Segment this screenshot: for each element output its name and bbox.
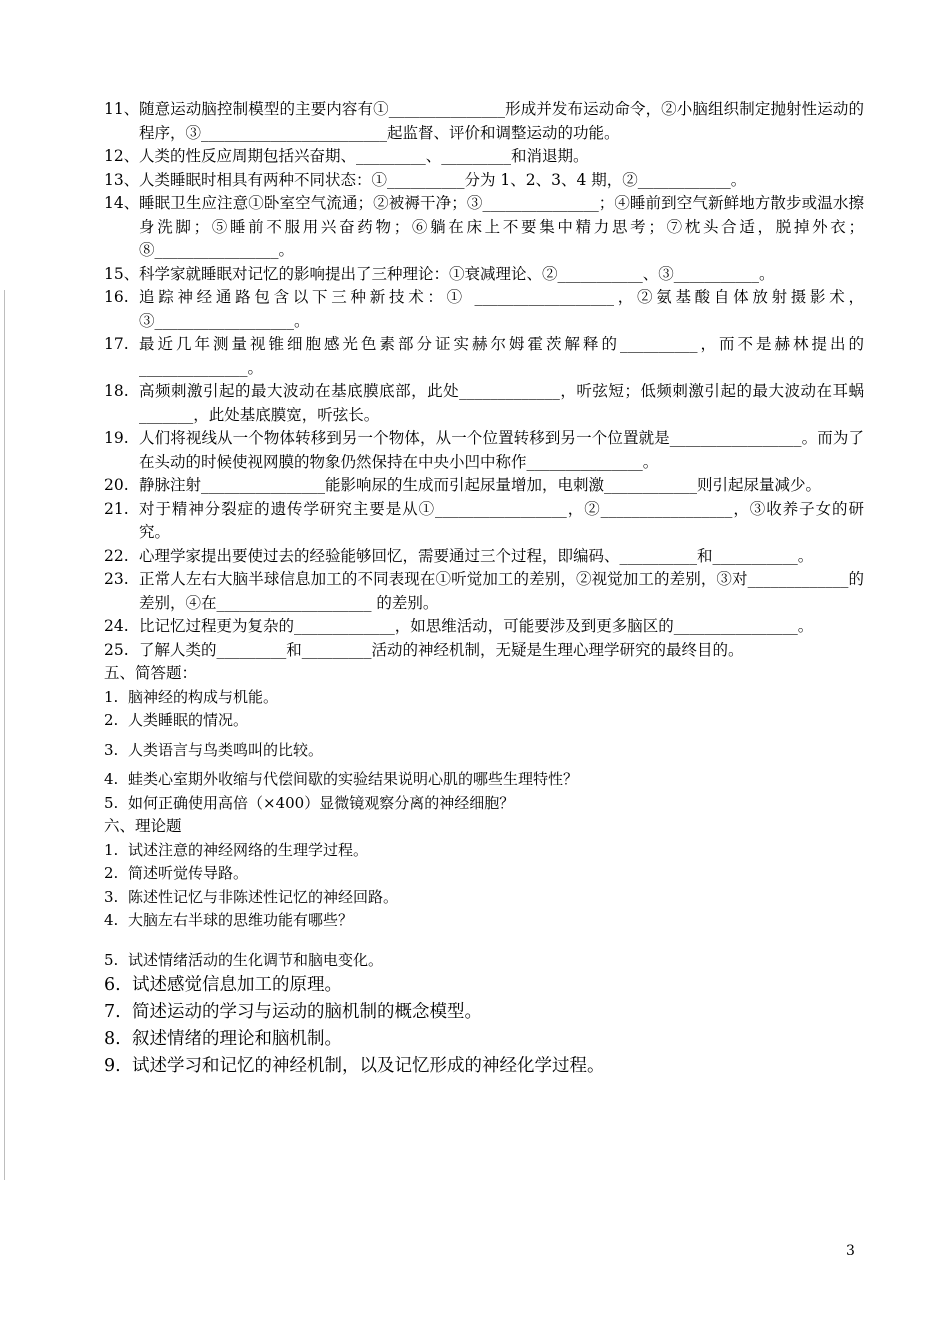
item-number: 15、 [104, 264, 140, 283]
item-text: 正常人左右大脑半球信息加工的不同表现在①听觉加工的差别，②视觉加工的差别，③对_____________的差别，④在____________________ 的差别。 [139, 570, 864, 612]
item-number: 16. [104, 288, 129, 306]
item-text: 试述学习和记忆的神经机制，以及记忆形成的神经化学过程。 [132, 1056, 605, 1076]
theory-item-large [104, 1026, 864, 1053]
theory-item-large [104, 999, 864, 1026]
item-number: 9. [104, 1056, 121, 1076]
item-number: 25. [104, 640, 129, 659]
item-text: 人们将视线从一个物体转移到另一个物体，从一个位置转移到另一个位置就是_________________。而为了在头动的时候使视网膜的物象仍然保持在中央小凹中称作_______________。 [139, 429, 864, 471]
fill-in-section [104, 98, 864, 662]
item-number: 11、 [104, 100, 140, 118]
item-number: 5. [104, 793, 119, 812]
fill-in-item-19 [104, 427, 864, 474]
item-text: 了解人类的_________和_________活动的神经机制，无疑是生理心理学研究的最终目的。 [139, 640, 744, 659]
item-number: 18. [104, 382, 129, 400]
fill-in-item-13 [104, 169, 864, 193]
short-answer-item [104, 686, 864, 710]
item-text: 随意运动脑控制模型的主要内容有①_______________形成并发布运动命令，②小脑组织制定抛射性运动的程序，③________________________起监督、评价和调整运动的功能。 [139, 100, 864, 142]
short-answer-list [104, 686, 864, 816]
fill-in-item-18 [104, 380, 864, 427]
fill-in-item-23 [104, 568, 864, 615]
item-text: 如何正确使用高倍（×400）显微镜观察分离的神经细胞？ [128, 793, 515, 812]
theory-item [104, 886, 864, 910]
item-text: 心理学家提出要使过去的经验能够回忆，需要通过三个过程，即编码、__________和___________。 [139, 546, 814, 565]
item-number: 2. [104, 864, 119, 882]
item-number: 17. [104, 335, 129, 353]
item-text: 人类的性反应周期包括兴奋期、_________、_________和消退期。 [139, 147, 589, 165]
item-number: 24. [104, 617, 129, 635]
fill-in-item-21 [104, 498, 864, 545]
item-number: 21. [104, 499, 129, 518]
item-text: 人类语言与鸟类鸣叫的比较。 [128, 740, 324, 759]
item-text: 脑神经的构成与机能。 [128, 687, 279, 706]
item-number: 1. [104, 687, 119, 706]
item-text: 最近几年测量视锥细胞感光色素部分证实赫尔姆霍茨解释的__________，而不是赫林提出的______________。 [139, 335, 864, 377]
item-number: 23. [104, 570, 129, 588]
fill-in-item-16 [104, 286, 864, 333]
item-text: 比记忆过程更为复杂的_____________，如思维活动，可能要涉及到更多脑区的________________。 [139, 617, 814, 635]
margin-rule [4, 290, 5, 1180]
theory-item [104, 909, 864, 933]
section-title-short-answer: 五、简答题： [104, 664, 198, 682]
short-answer-item [104, 739, 864, 763]
theory-item-large [104, 1053, 864, 1080]
item-text: 人类睡眠的情况。 [128, 711, 249, 729]
theory-item [104, 862, 864, 886]
item-text: 追踪神经通路包含以下三种新技术：① __________________，②氨基酸自体放射摄影术，③__________________。 [139, 288, 864, 330]
fill-in-item-25 [104, 639, 864, 663]
item-number: 3. [104, 887, 119, 906]
item-number: 4. [104, 911, 119, 929]
item-text: 叙述情绪的理论和脑机制。 [132, 1029, 342, 1049]
fill-in-item-12 [104, 145, 864, 169]
item-number: 13、 [104, 170, 140, 189]
short-answer-item [104, 792, 864, 816]
fill-in-item-20 [104, 474, 864, 498]
item-number: 1. [104, 840, 119, 859]
item-text: 对于精神分裂症的遗传学研究主要是从①_________________，②_________________，③收养子女的研究。 [139, 499, 864, 541]
item-number: 22. [104, 546, 129, 565]
short-answer-item [104, 768, 864, 792]
item-text: 人类睡眠时相具有两种不同状态：①__________分为 1、2、3、4 期，②____________。 [139, 170, 747, 189]
item-text: 试述注意的神经网络的生理学过程。 [128, 840, 369, 859]
item-text: 大脑左右半球的思维功能有哪些？ [128, 911, 354, 929]
theory-item [104, 839, 864, 863]
item-text: 简述运动的学习与运动的脑机制的概念模型。 [132, 1002, 482, 1022]
item-number: 12、 [104, 147, 140, 165]
fill-in-item-15 [104, 263, 864, 287]
page-number: 3 [846, 1243, 855, 1259]
item-number: 4. [104, 770, 119, 788]
item-number: 20. [104, 476, 129, 494]
item-number: 7. [104, 1002, 121, 1022]
item-text: 科学家就睡眠对记忆的影响提出了三种理论：①衰减理论、②___________、③___________。 [139, 264, 775, 283]
item-text: 蛙类心室期外收缩与代偿间歇的实验结果说明心肌的哪些生理特性？ [128, 770, 579, 788]
item-number: 5. [104, 950, 119, 969]
section-title-theory: 六、理论题 [104, 817, 182, 835]
fill-in-item-22 [104, 545, 864, 569]
document-page [104, 98, 864, 1080]
item-number: 8. [104, 1029, 121, 1049]
item-text: 静脉注射________________能影响尿的生成而引起尿量增加，电刺激____________则引起尿量减少。 [139, 476, 822, 494]
short-answer-item [104, 709, 864, 733]
item-number: 19. [104, 429, 129, 447]
item-number: 14、 [104, 194, 140, 212]
item-text: 简述听觉传导路。 [128, 864, 249, 882]
theory-item [104, 949, 864, 973]
item-text: 陈述性记忆与非陈述性记忆的神经回路。 [128, 887, 399, 906]
theory-list [104, 839, 864, 1081]
item-text: 高频刺激引起的最大波动在基底膜底部，此处_____________，听弦短；低频刺激引起的最大波动在耳蜗_______，此处基底膜宽，听弦长。 [139, 382, 864, 424]
fill-in-item-24 [104, 615, 864, 639]
theory-item-large [104, 972, 864, 999]
fill-in-item-11 [104, 98, 864, 145]
item-text: 试述情绪活动的生化调节和脑电变化。 [128, 950, 384, 969]
item-number: 6. [104, 975, 121, 995]
item-text: 睡眠卫生应注意①卧室空气流通；②被褥干净；③_______________；④睡前到空气新鲜地方散步或温水擦身洗脚；⑤睡前不服用兴奋药物；⑥躺在床上不要集中精力思考；⑦枕头合适，脱掉外衣；⑧________________。 [139, 194, 864, 259]
item-text: 试述感觉信息加工的原理。 [132, 975, 342, 995]
item-number: 3. [104, 740, 119, 759]
fill-in-item-14 [104, 192, 864, 263]
fill-in-item-17 [104, 333, 864, 380]
item-number: 2. [104, 711, 119, 729]
